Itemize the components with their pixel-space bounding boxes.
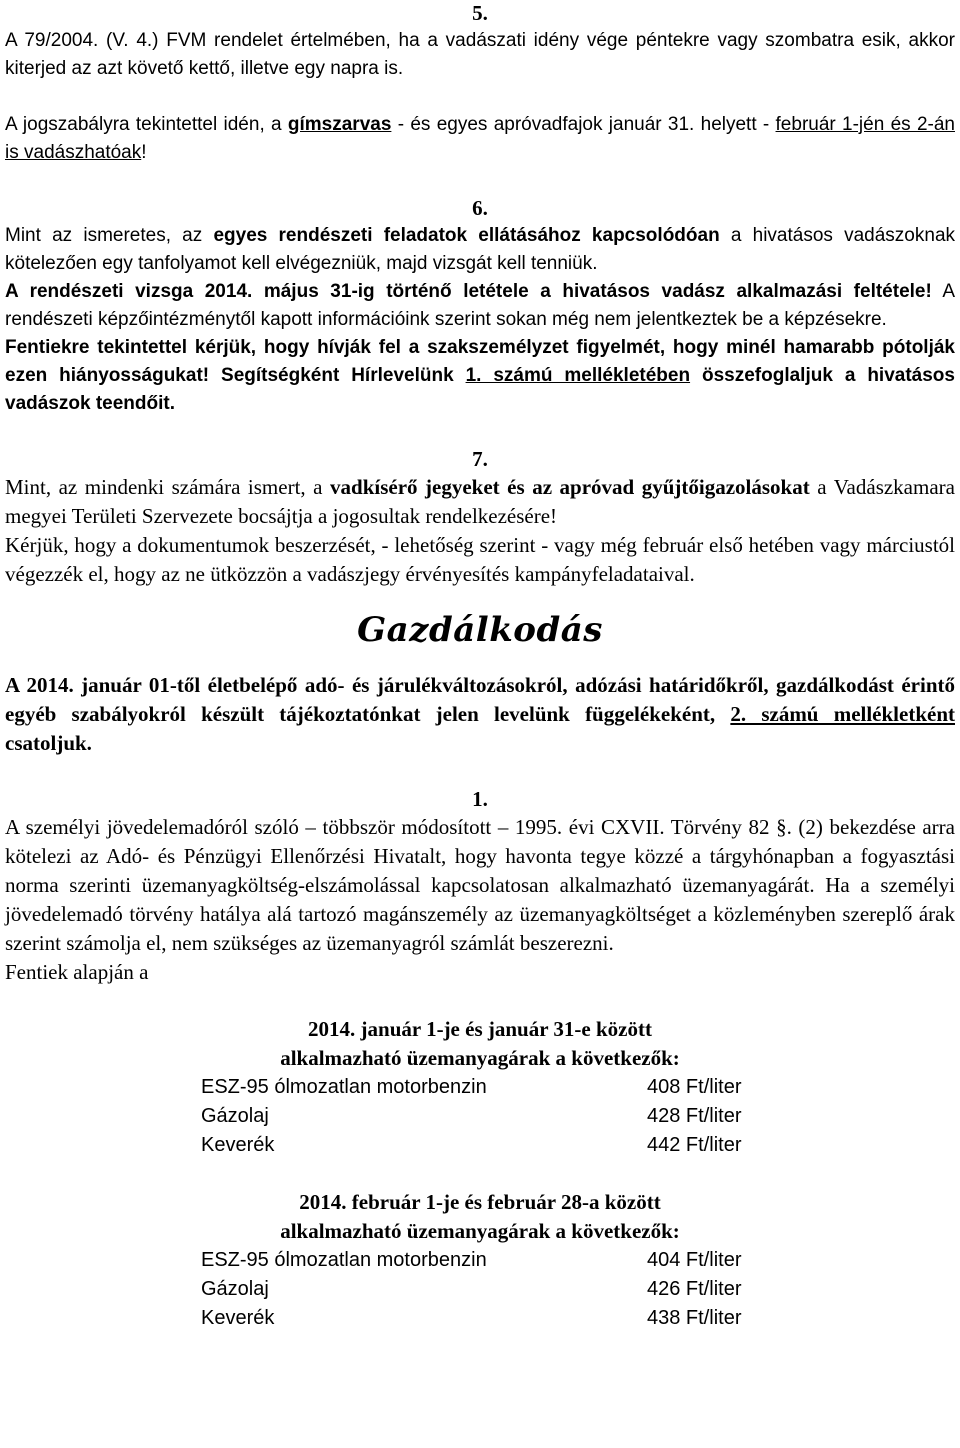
spacer [5, 758, 955, 786]
fuel-name: ESZ-95 ólmozatlan motorbenzin [201, 1249, 487, 1271]
fuel-price: 428 Ft/liter [647, 1105, 742, 1127]
gimszarvas-text: gímszarvas [287, 114, 392, 135]
prices-jan-table [201, 1073, 761, 1160]
price-row [201, 1275, 761, 1304]
gazdalkodas-title: Gazdálkodás [357, 610, 603, 650]
spacer [5, 655, 955, 671]
section-7-para-1: Mint, az mindenki számára ismert, a vadkísérő jegyeket és az apróvad gyűjtőigazolásokat a Vadászkamara megyei Területi Szervezete bocsájtja a jogosultak rendelkezésére! [5, 475, 955, 528]
fuel-name: Keverék [201, 1134, 275, 1156]
february-hunt-text: február 1-jén és 2-án is vadászhatóak [5, 114, 955, 163]
spacer [5, 987, 955, 1015]
section-6-para-3: Fentiekre tekintettel kérjük, hogy hívják fel a szakszemélyzet figyelmét, hogy minél hamarabb pótolják ezen hiányosságukat! Segítségként Hírlevelünk 1. számú mellékletében összefoglaljuk a hivatásos vadászok teendőit. [5, 337, 955, 414]
section-5-para-2: A jogszabályra tekintettel idén, a gímszarvas - és egyes apróvadfajok január 31. helyett - február 1-jén és 2-án is vadászhatóak! [5, 114, 955, 163]
prices-jan-heading-1: 2014. január 1-je és január 31-e között [308, 1017, 652, 1041]
fuel-name: Gázolaj [201, 1105, 269, 1127]
price-row [201, 1073, 761, 1102]
fuel-price: 408 Ft/liter [647, 1076, 742, 1098]
section-7-para-2: Kérjük, hogy a dokumentumok beszerzését, - lehetőség szerint - vagy még február első hetében vagy márciustól végezzék el, hogy az ne ütközzön a vadászjegy érvényesítés kampányfeladataival. [5, 533, 955, 586]
spacer [5, 1160, 955, 1188]
fuel-name: Gázolaj [201, 1278, 269, 1300]
price-row [201, 1131, 761, 1160]
attachment-2-ref: 2. számú mellékletként [730, 702, 955, 726]
gazdalkodas-para-3: Fentiek alapján a [5, 960, 149, 984]
spacer [5, 418, 955, 446]
spacer [5, 589, 955, 605]
spacer [5, 167, 955, 195]
gazdalkodas-para-1: A 2014. január 01-től életbelépő adó- és járulékváltozásokról, adózási határidőkről, gazdálkodást érintő egyéb szabályokról készült tájékoztatónkat jelen levelünk függelékeként, 2. számú mellékletként csatoljuk. [5, 673, 955, 755]
section-6-para-1: Mint az ismeretes, az egyes rendészeti feladatok ellátásához kapcsolódóan a hivatásos vadászoknak kötelezően egy tanfolyamot kell elvégezniük, majd vizsgát kell tenniük. [5, 225, 956, 274]
gazdalkodas-para-2: A személyi jövedelemadóról szóló – többször módosított – 1995. évi CXVII. Törvény 82 §. (2) bekezdése arra kötelezi az Adó- és Pénzügyi Ellenőrzési Hivatalt, hogy havonta tegye közzé a tárgyhónapban a fogyasztási norma szerinti üzemanyagköltség-elszámolással kapcsolatosan alkalmazható üzemanyagárát. Ha a személyi jövedelemadó törvény hatálya alá tartozó magánszemély az üzemanyagköltséget a közleményben szereplő árak szerint számolja el, nem szükséges az üzemanyagról számlát beszerezni. [5, 815, 955, 955]
prices-jan-heading-2: alkalmazható üzemanyagárak a következők: [280, 1046, 680, 1070]
gazdalkodas-item-1-number: 1. [472, 787, 488, 811]
prices-feb-table [201, 1246, 761, 1333]
section-7-number: 7. [472, 447, 488, 471]
fuel-price: 426 Ft/liter [647, 1278, 742, 1300]
section-6-number: 6. [472, 196, 488, 220]
prices-feb-heading-1: 2014. február 1-je és február 28-a között [299, 1190, 661, 1214]
spacer [5, 83, 955, 111]
prices-feb-heading-2: alkalmazható üzemanyagárak a következők: [280, 1219, 680, 1243]
price-row [201, 1102, 761, 1131]
attachment-1-ref: 1. számú mellékletében [465, 365, 691, 386]
fuel-price: 404 Ft/liter [647, 1249, 742, 1271]
price-row [201, 1246, 761, 1275]
section-5-para-1: A 79/2004. (V. 4.) FVM rendelet értelmében, ha a vadászati idény vége péntekre vagy szombatra esik, akkor kiterjed az azt követő kettő, illetve egy napra is. [5, 30, 955, 79]
price-row [201, 1304, 761, 1333]
fuel-name: ESZ-95 ólmozatlan motorbenzin [201, 1076, 487, 1098]
section-5-number: 5. [472, 1, 488, 25]
fuel-name: Keverék [201, 1307, 275, 1329]
section-6-para-2: A rendészeti vizsga 2014. május 31-ig történő letétele a hivatásos vadász alkalmazási feltétele! A rendészeti képzőintézménytől kapott információink szerint sokan még nem jelentkeztek be a képzésekre. [5, 281, 955, 330]
fuel-price: 438 Ft/liter [647, 1307, 742, 1329]
fuel-price: 442 Ft/liter [647, 1134, 742, 1156]
document-page [5, 0, 955, 1333]
